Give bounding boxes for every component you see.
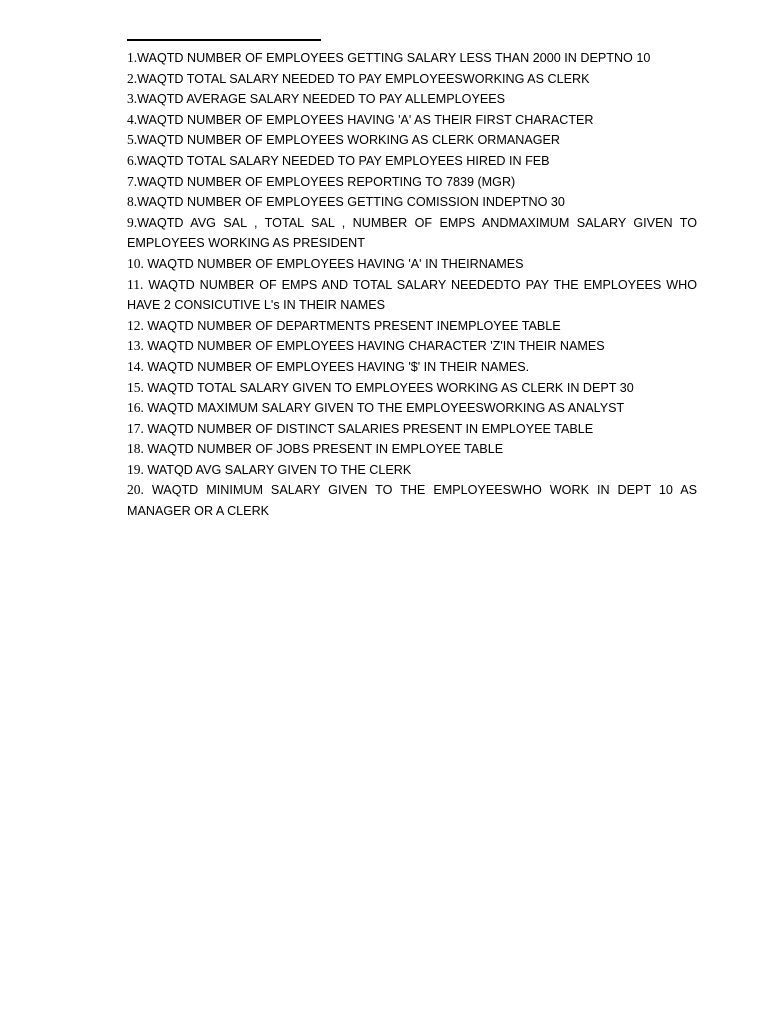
question-text: WAQTD MINIMUM SALARY GIVEN TO THE EMPLOYEESWHO WORK IN DEPT 10 AS MANAGER OR A CLERK xyxy=(127,483,698,519)
question-number: 6. xyxy=(127,152,138,168)
question-text: WAQTD TOTAL SALARY NEEDED TO PAY EMPLOYEESWORKING AS CLERK xyxy=(137,71,590,86)
question-text: WAQTD TOTAL SALARY NEEDED TO PAY EMPLOYEES HIRED IN FEB xyxy=(137,153,550,168)
question-text: WAQTD NUMBER OF EMPLOYEES REPORTING TO 7839 (MGR) xyxy=(137,174,516,189)
question-text: WAQTD NUMBER OF JOBS PRESENT IN EMPLOYEE TABLE xyxy=(147,442,504,457)
question-number: 16. xyxy=(127,400,144,416)
question-text: WAQTD NUMBER OF EMPLOYEES HAVING 'A' IN THEIRNAMES xyxy=(147,256,524,271)
question-number: 15. xyxy=(127,379,144,395)
question-item xyxy=(127,48,697,69)
question-text: WAQTD NUMBER OF EMPS AND TOTAL SALARY NEEDEDTO PAY THE EMPLOYEES WHO HAVE 2 CONSICUTIVE L's IN THEIR NAMES xyxy=(127,277,697,313)
question-number: 14. xyxy=(127,358,144,374)
question-list xyxy=(127,48,697,522)
question-item xyxy=(127,69,697,90)
question-text: WAQTD NUMBER OF DISTINCT SALARIES PRESENT IN EMPLOYEE TABLE xyxy=(147,421,594,436)
question-item xyxy=(127,398,697,419)
question-number: 17. xyxy=(127,420,144,436)
question-number: 13. xyxy=(127,338,144,354)
question-item xyxy=(127,378,697,399)
question-item xyxy=(127,130,697,151)
question-text: WAQTD AVERAGE SALARY NEEDED TO PAY ALLEMPLOYEES xyxy=(137,92,506,107)
question-number: 3. xyxy=(127,91,138,107)
question-item xyxy=(127,336,697,357)
question-item xyxy=(127,172,697,193)
question-text: WATQD AVG SALARY GIVEN TO THE CLERK xyxy=(147,462,412,477)
question-item xyxy=(127,89,697,110)
question-text: WAQTD NUMBER OF EMPLOYEES HAVING CHARACTER 'Z'IN THEIR NAMES xyxy=(147,339,605,354)
question-item xyxy=(127,460,697,481)
question-text: WAQTD AVG SAL , TOTAL SAL , NUMBER OF EMPS ANDMAXIMUM SALARY GIVEN TO EMPLOYEES WORKING AS PRESIDENT xyxy=(127,215,697,251)
question-item xyxy=(127,213,697,254)
question-number: 7. xyxy=(127,173,138,189)
question-number: 19. xyxy=(127,461,144,477)
question-text: WAQTD NUMBER OF EMPLOYEES GETTING SALARY LESS THAN 2000 IN DEPTNO 10 xyxy=(137,51,651,65)
question-text: WAQTD NUMBER OF EMPLOYEES WORKING AS CLERK ORMANAGER xyxy=(137,133,561,148)
question-number: 10. xyxy=(127,255,144,271)
question-number: 20. xyxy=(127,482,144,498)
question-number: 2. xyxy=(127,70,138,86)
question-number: 1. xyxy=(127,50,138,65)
question-text: WAQTD NUMBER OF DEPARTMENTS PRESENT INEMPLOYEE TABLE xyxy=(147,318,561,333)
question-number: 11. xyxy=(127,276,144,292)
question-item xyxy=(127,151,697,172)
question-number: 5. xyxy=(127,132,138,148)
question-number: 8. xyxy=(127,194,138,210)
question-text: WAQTD MAXIMUM SALARY GIVEN TO THE EMPLOYEESWORKING AS ANALYST xyxy=(147,401,625,416)
question-item xyxy=(127,316,697,337)
question-text: WAQTD NUMBER OF EMPLOYEES HAVING '$' IN THEIR NAMES. xyxy=(147,359,530,374)
top-rule-divider xyxy=(127,39,321,41)
question-item xyxy=(127,192,697,213)
question-item xyxy=(127,480,697,521)
question-number: 9. xyxy=(127,214,138,230)
question-item xyxy=(127,275,697,316)
question-number: 4. xyxy=(127,111,138,127)
question-item xyxy=(127,419,697,440)
question-item xyxy=(127,357,697,378)
question-number: 12. xyxy=(127,317,144,333)
question-item xyxy=(127,254,697,275)
question-text: WAQTD NUMBER OF EMPLOYEES GETTING COMISSION INDEPTNO 30 xyxy=(137,195,565,210)
question-item xyxy=(127,110,697,131)
question-text: WAQTD NUMBER OF EMPLOYEES HAVING 'A' AS THEIR FIRST CHARACTER xyxy=(137,112,594,127)
question-text: WAQTD TOTAL SALARY GIVEN TO EMPLOYEES WORKING AS CLERK IN DEPT 30 xyxy=(147,380,634,395)
question-number: 18. xyxy=(127,441,144,457)
question-item xyxy=(127,439,697,460)
